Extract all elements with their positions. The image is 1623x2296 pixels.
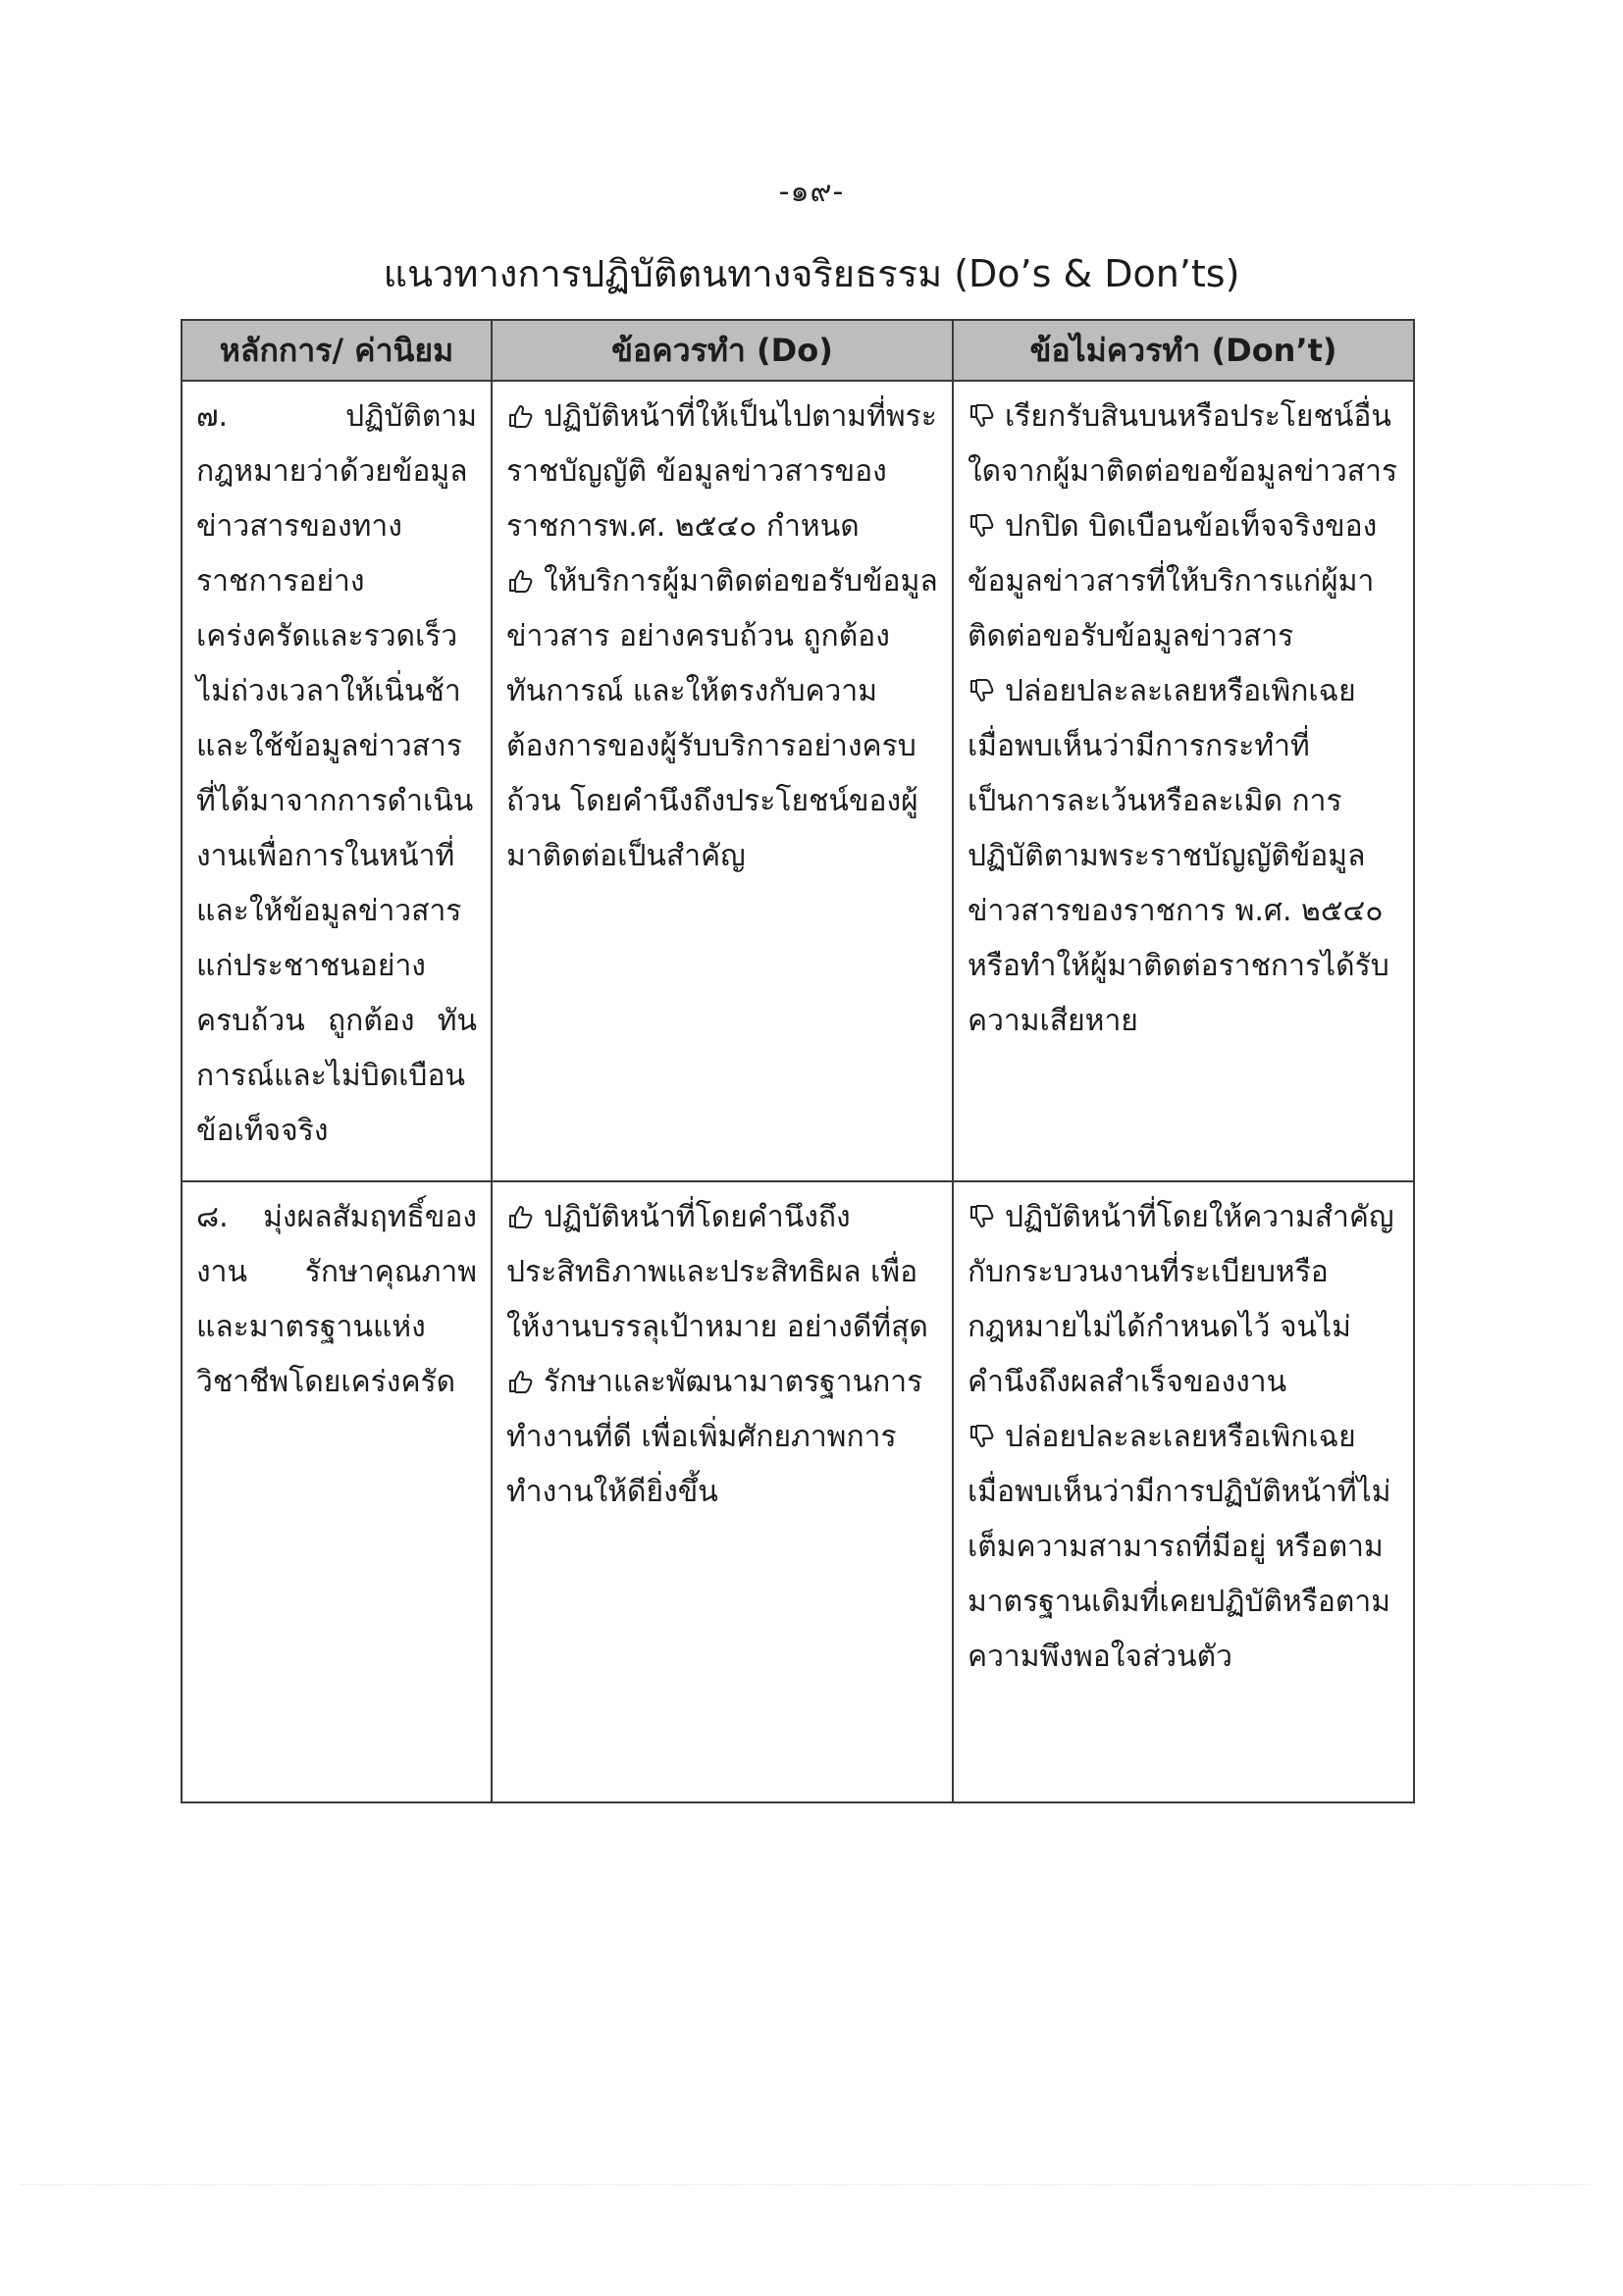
do-item bbox=[506, 1190, 938, 1355]
dont-item bbox=[968, 390, 1399, 499]
dont-item bbox=[968, 1190, 1399, 1410]
do-item-text: ปฏิบัติหน้าที่ให้เป็นไปตามที่พระราชบัญญัติ ข้อมูลข่าวสารของราชการพ.ศ. ๒๕๔๐ กำหนด bbox=[506, 399, 937, 544]
thumbs-down-icon bbox=[968, 512, 995, 540]
page-number: -๑๙- bbox=[778, 175, 845, 209]
dont-item bbox=[968, 1410, 1399, 1685]
document-title: แนวทางการปฏิบัติตนทางจริยธรรม (Do’s & Don’ts) bbox=[383, 252, 1240, 295]
do-item-text: ให้บริการผู้มาติดต่อขอรับข้อมูลข่าวสาร อย่างครบถ้วน ถูกต้อง ทันการณ์ และให้ตรงกับความต้องการของผู้รับบริการอย่างครบถ้วน โดยคำนึงถึงประโยชน์ของผู้มาติดต่อเป็นสำคัญ bbox=[506, 564, 938, 873]
do-item-text: รักษาและพัฒนามาตรฐานการทำงานที่ดี เพื่อเพิ่มศักยภาพการทำงานให้ดียิ่งขึ้น bbox=[506, 1365, 923, 1509]
thumbs-down-icon bbox=[968, 677, 995, 704]
thumbs-up-icon bbox=[506, 1368, 534, 1395]
do-item bbox=[506, 554, 938, 884]
header-dont: ข้อไม่ควรทำ (Don’t) bbox=[953, 320, 1414, 381]
page-divider bbox=[20, 2184, 1590, 2185]
thumbs-up-icon bbox=[506, 1203, 534, 1230]
dont-item bbox=[968, 664, 1399, 1049]
thumbs-down-icon bbox=[968, 402, 995, 430]
table-row bbox=[182, 1181, 1414, 1802]
header-principle: หลักการ/ ค่านิยม bbox=[182, 320, 492, 381]
table-header-row bbox=[182, 320, 1414, 381]
dont-item-text: เรียกรับสินบนหรือประโยชน์อื่นใดจากผู้มาติดต่อขอข้อมูลข่าวสาร bbox=[968, 399, 1398, 489]
do-cell bbox=[492, 1181, 953, 1802]
thumbs-down-icon bbox=[968, 1203, 995, 1230]
header-do: ข้อควรทำ (Do) bbox=[492, 320, 953, 381]
table-row bbox=[182, 381, 1414, 1181]
dont-cell bbox=[953, 381, 1414, 1181]
dont-item-text: ปฏิบัติหน้าที่โดยให้ความสำคัญกับกระบวนงานที่ระเบียบหรือกฎหมายไม่ได้กำหนดไว้ จนไม่คำนึงถึงผลสำเร็จของงาน bbox=[968, 1200, 1394, 1399]
dont-item-text: ปล่อยปละละเลยหรือเพิกเฉยเมื่อพบเห็นว่ามีการกระทำที่เป็นการละเว้นหรือละเมิด การปฏิบัติตามพระราชบัญญัติข้อมูลข่าวสารของราชการ พ.ศ. ๒๕๔๐ หรือทำให้ผู้มาติดต่อราชการได้รับความเสียหาย bbox=[968, 674, 1389, 1038]
principle-cell: ๗. ปฏิบัติตามกฎหมายว่าด้วยข้อมูลข่าวสารของทางราชการอย่างเคร่งครัดและรวดเร็ว ไม่ถ่วงเวลาให้เนิ่นช้า และใช้ข้อมูลข่าวสารที่ได้มาจากการดำเนินงานเพื่อการในหน้าที่ และให้ข้อมูลข่าวสารแก่ประชาชนอย่างครบถ้วน ถูกต้อง ทันการณ์และไม่บิดเบือน ข้อเท็จจริง bbox=[182, 381, 492, 1181]
dont-item-text: ปล่อยปละละเลยหรือเพิกเฉยเมื่อพบเห็นว่ามีการปฏิบัติหน้าที่ไม่เต็มความสามารถที่มีอยู่ หรือตามมาตรฐานเดิมที่เคยปฏิบัติหรือตามความพึงพอใจส่วนตัว bbox=[968, 1420, 1391, 1674]
dont-cell bbox=[953, 1181, 1414, 1802]
do-item bbox=[506, 390, 938, 554]
thumbs-down-icon bbox=[968, 1423, 995, 1450]
thumbs-up-icon bbox=[506, 402, 534, 430]
ethics-table bbox=[181, 319, 1415, 1803]
do-item-text: ปฏิบัติหน้าที่โดยคำนึงถึงประสิทธิภาพและประสิทธิผล เพื่อให้งานบรรลุเป้าหมาย อย่างดีที่สุด bbox=[506, 1200, 928, 1344]
thumbs-up-icon bbox=[506, 567, 534, 595]
do-cell bbox=[492, 381, 953, 1181]
do-item bbox=[506, 1355, 938, 1520]
dont-item-text: ปกปิด บิดเบือนข้อเท็จจริงของข้อมูลข่าวสารที่ให้บริการแก่ผู้มาติดต่อขอรับข้อมูลข่าวสาร bbox=[968, 509, 1378, 653]
dont-item bbox=[968, 499, 1399, 664]
principle-cell: ๘. มุ่งผลสัมฤทธิ์ของงาน รักษาคุณภาพและมาตรฐานแห่งวิชาชีพโดยเคร่งครัด bbox=[182, 1181, 492, 1802]
